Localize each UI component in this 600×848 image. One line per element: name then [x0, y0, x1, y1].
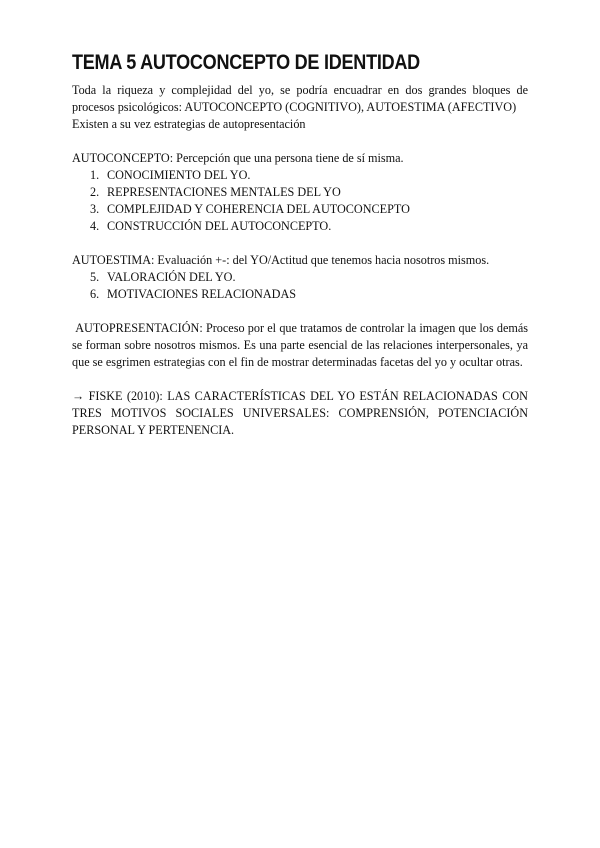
list-text: COMPLEJIDAD Y COHERENCIA DEL AUTOCONCEPTO [107, 202, 410, 216]
intro-paragraph: Toda la riqueza y complejidad del yo, se podría encuadrar en dos grandes bloques de procesos psicológicos: AUTOCONCEPTO (COGNITIVO), AUTOESTIMA (AFECTIVO) [72, 83, 528, 114]
list-text: MOTIVACIONES RELACIONADAS [107, 287, 297, 301]
list-number: 6. [90, 287, 100, 301]
spacer [72, 303, 528, 320]
list-item [72, 184, 528, 201]
list-number: 2. [90, 185, 100, 199]
spacer [72, 371, 528, 388]
list-text: CONOCIMIENTO DEL YO. [107, 168, 251, 182]
document-content [72, 50, 532, 439]
spacer [72, 133, 528, 150]
list-item [72, 201, 528, 218]
list-item [72, 167, 528, 184]
list-item [72, 269, 528, 286]
list-number: 1. [90, 168, 100, 182]
intro-second-line: Existen a su vez estrategias de autopresentación [72, 117, 306, 131]
list-text: REPRESENTACIONES MENTALES DEL YO [107, 185, 341, 199]
list-text: CONSTRUCCIÓN DEL AUTOCONCEPTO. [107, 219, 332, 233]
list-number: 3. [90, 202, 100, 216]
list-text: VALORACIÓN DEL YO. [107, 270, 236, 284]
list-number: 5. [90, 270, 100, 284]
autoestima-heading: AUTOESTIMA: Evaluación +-: del YO/Actitud que tenemos hacia nosotros mismos. [72, 253, 490, 267]
page-title: TEMA 5 AUTOCONCEPTO DE IDENTIDAD [72, 51, 420, 74]
list-item [72, 286, 528, 303]
autoconcepto-list [72, 167, 528, 235]
autopresentacion-paragraph: AUTOPRESENTACIÓN: Proceso por el que tratamos de controlar la imagen que los demás se forman sobre nosotros mismos. Es una parte esencial de las relaciones interpersonales, ya que se esgrimen estrategias con el fin de mostrar determinadas facetas del yo y ocultar otras. [72, 321, 532, 369]
autoestima-list [72, 269, 528, 303]
list-item [72, 218, 528, 235]
fiske-paragraph: → FISKE (2010): LAS CARACTERÍSTICAS DEL YO ESTÁN RELACIONADAS CON TRES MOTIVOS SOCIALES UNIVERSALES: COMPRENSIÓN, POTENCIACIÓN PERSONAL Y PERTENENCIA. [72, 389, 528, 437]
list-number: 4. [90, 219, 100, 233]
autoconcepto-heading: AUTOCONCEPTO: Percepción que una persona tiene de sí misma. [72, 151, 404, 165]
spacer [72, 235, 528, 252]
